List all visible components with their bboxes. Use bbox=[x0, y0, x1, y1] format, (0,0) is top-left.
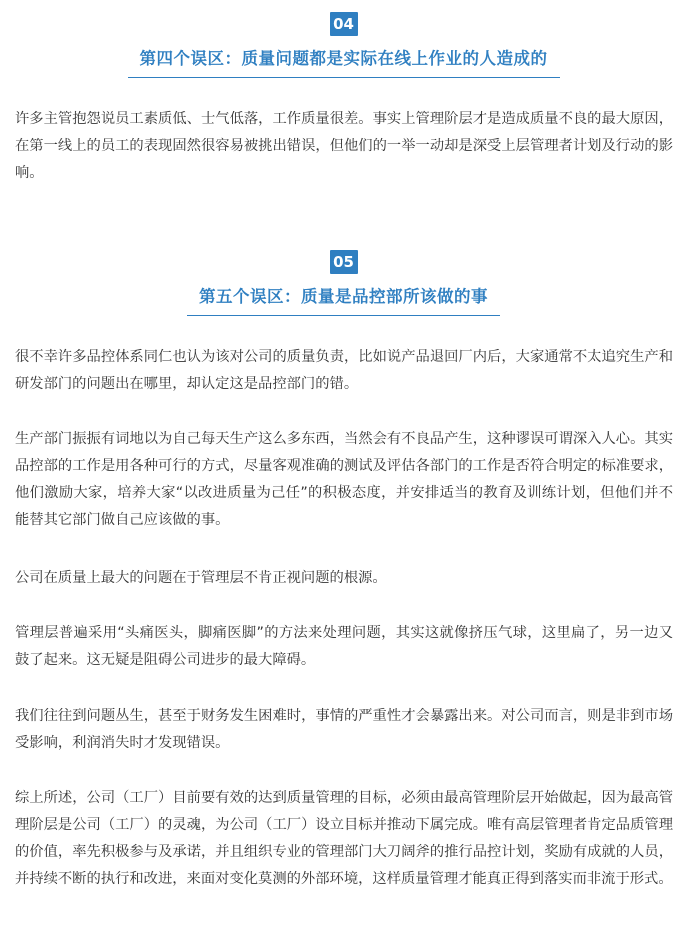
section-heading: 第五个误区：质量是品控部所该做的事 bbox=[187, 283, 500, 316]
section-heading: 第四个误区：质量问题都是实际在线上作业的人造成的 bbox=[128, 45, 560, 78]
paragraph: 很不幸许多品控体系同仁也认为该对公司的质量负责，比如说产品退回厂内后，大家通常不太追究生产和研发部门的问题出在哪里，却认定这是品控部门的错。 bbox=[15, 349, 673, 392]
paragraph: 生产部门振振有词地以为自己每天生产这么多东西，当然会有不良品产生，这种谬误可谓深入人心。其实品控部的工作是用各种可行的方式，尽量客观准确的测试及评估各部门的工作是否符合明定的标准要求，他们激励大家，培养大家“以改进质量为己任”的积极态度，并安排适当的教育及训练计划，但他们并不能替其它部门做自己应该做的事。 bbox=[15, 431, 673, 528]
paragraph: 管理层普遍采用“头痛医头，脚痛医脚”的方法来处理问题，其实这就像挤压气球，这里扁了，另一边又鼓了起来。这无疑是阻碍公司进步的最大障碍。 bbox=[15, 625, 673, 668]
section-05-number-wrap bbox=[0, 250, 687, 274]
section-number-badge: 04 bbox=[330, 12, 358, 36]
section-number-badge: 05 bbox=[330, 250, 358, 274]
paragraph: 我们往往到问题丛生，甚至于财务发生困难时，事情的严重性才会暴露出来。对公司而言，则是非到市场受影响，利润消失时才发现错误。 bbox=[15, 708, 673, 751]
paragraph: 综上所述，公司（工厂）目前要有效的达到质量管理的目标，必须由最高管理阶层开始做起，因为最高管理阶层是公司（工厂）的灵魂，为公司（工厂）设立目标并推动下属完成。唯有高层管理者肯定品质管理的价值，率先积极参与及承诺，并且组织专业的管理部门大刀阔斧的推行品控计划，奖励有成就的人员，并持续不断的执行和改进，来面对变化莫测的外部环境，这样质量管理才能真正得到落实而非流于形式。 bbox=[15, 790, 673, 887]
section-04-heading-wrap bbox=[0, 45, 687, 78]
section-05-heading-wrap bbox=[0, 283, 687, 316]
paragraph: 许多主管抱怨说员工素质低、士气低落，工作质量很差。事实上管理阶层才是造成质量不良的最大原因，在第一线上的员工的表现固然很容易被挑出错误，但他们的一举一动却是深受上层管理者计划及行动的影响。 bbox=[15, 111, 673, 181]
paragraph: 公司在质量上最大的问题在于管理层不肯正视问题的根源。 bbox=[15, 570, 387, 586]
section-04-number-wrap bbox=[0, 12, 687, 36]
